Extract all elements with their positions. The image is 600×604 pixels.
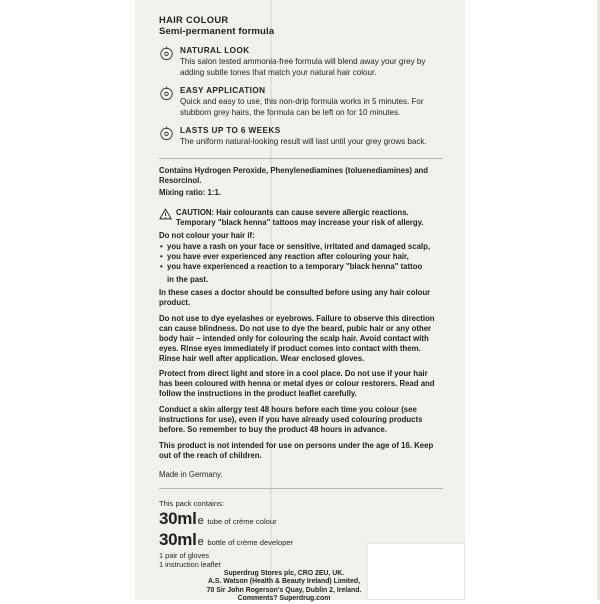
volume-value	[159, 510, 203, 530]
age-restriction-text: This product is not intended for use on persons under the age of 16. Keep out of the reach of children.	[159, 440, 434, 460]
benefit-item	[159, 45, 443, 78]
list-item: • you have ever experienced any reaction after colouring your hair,	[159, 252, 443, 262]
benefit-heading: NATURAL LOOK	[180, 46, 250, 55]
warning-bullet-list	[159, 242, 443, 272]
pack-contents-item: 1 instruction leaflet	[159, 560, 221, 569]
volume-value	[159, 531, 203, 551]
do-not-colour-heading: Do not colour your hair if:	[159, 230, 255, 240]
doctor-advice-text: In these cases a doctor should be consulted before using any hair colour product.	[159, 288, 431, 308]
benefit-body: This salon tested ammonia-free formula will blend away your grey by adding subtle tones that match your natural hair colour.	[180, 57, 426, 77]
pack-contents-item: 1 pair of gloves	[159, 550, 210, 560]
product-title	[159, 14, 443, 38]
product-title-line1: HAIR COLOUR	[159, 15, 229, 25]
benefit-body: The uniform natural-looking result will last until your grey grows back.	[180, 137, 427, 147]
allergy-test-text: Conduct a skin allergy test 48 hours before each time you colour (see instructions for use), even if you have already used colouring products before. So remember to buy the product 48 hours in advance.	[159, 405, 423, 434]
benefit-heading: LASTS UP TO 6 WEEKS	[180, 126, 281, 136]
list-item: • you have a rash on your face or sensitive, irritated and damaged scalp,	[159, 242, 443, 252]
footer-line: Comments? Superdrug.com	[237, 595, 331, 603]
footer-line: A.S. Watson (Health & Beauty Ireland) Limited,	[207, 578, 361, 586]
ingredients-text: Contains Hydrogen Peroxide, Phenylenediamines (toluenediamines) and Resorcinol.	[159, 165, 429, 186]
eye-warning-text: Do not use to dye eyelashes or eyebrows. Failure to observe this direction can cause blindness. Do not use to dye the beard, pubic hair or any other body hair – intended only for colouring the scalp hair. Avoid contact with eyes. Rinse eyes immediately if product comes into contact with them. Rinse hair well after application. Wear enclosed gloves.	[159, 313, 435, 363]
caution-block	[159, 208, 443, 228]
estimated-sign: e	[197, 535, 204, 548]
benefit-item	[159, 85, 443, 118]
pack-contents-item	[159, 510, 443, 530]
product-title-line2: Semi-permanent formula	[159, 26, 275, 37]
divider	[159, 488, 443, 489]
benefit-heading: EASY APPLICATION	[180, 86, 266, 96]
target-icon	[159, 126, 174, 141]
volume-number: 30ml	[159, 508, 197, 528]
warning-triangle-icon	[159, 208, 172, 220]
pack-contents-label: This pack contains:	[159, 498, 224, 508]
volume-number: 30ml	[159, 529, 197, 549]
list-item: • you have experienced a reaction to a temporary "black henna" tattoo	[159, 262, 443, 272]
footer-line: 70 Sir John Rogerson's Quay, Dublin 2, Ireland.	[206, 586, 362, 594]
volume-description: bottle of crème developer	[207, 537, 294, 547]
target-icon	[159, 46, 174, 61]
benefit-text	[180, 85, 443, 118]
caution-text: CAUTION: Hair colourants can cause severe allergic reactions. Temporary "black henna" tattoos may increase your risk of allergy.	[176, 207, 424, 227]
footer-line: Superdrug Stores plc, CRO 2EU, UK.	[223, 570, 345, 577]
bullet-continuation: in the past.	[167, 275, 209, 285]
volume-description: tube of crème colour	[207, 516, 277, 526]
pack-content	[159, 14, 443, 569]
product-pack-panel	[135, 0, 465, 603]
benefit-text	[180, 125, 443, 148]
manufacturer-footer	[159, 570, 409, 604]
benefit-body: Quick and easy to use, this non-drip formula works in 5 minutes. For stubborn grey hairs, the formula can be left on for 10 minutes.	[180, 97, 424, 117]
divider	[159, 158, 443, 159]
mixing-ratio-text: Mixing ratio: 1:1.	[159, 188, 221, 198]
origin-text: Made in Germany.	[159, 469, 223, 479]
benefit-text	[180, 45, 443, 78]
target-icon	[159, 86, 174, 101]
storage-text: Protect from direct light and store in a cool place. Do not use if your hair has been coloured with henna or metal dyes or colour restorers. Read and follow the instructions in the product leaflet carefully.	[159, 369, 435, 399]
benefit-item	[159, 125, 443, 148]
estimated-sign: e	[197, 514, 204, 527]
